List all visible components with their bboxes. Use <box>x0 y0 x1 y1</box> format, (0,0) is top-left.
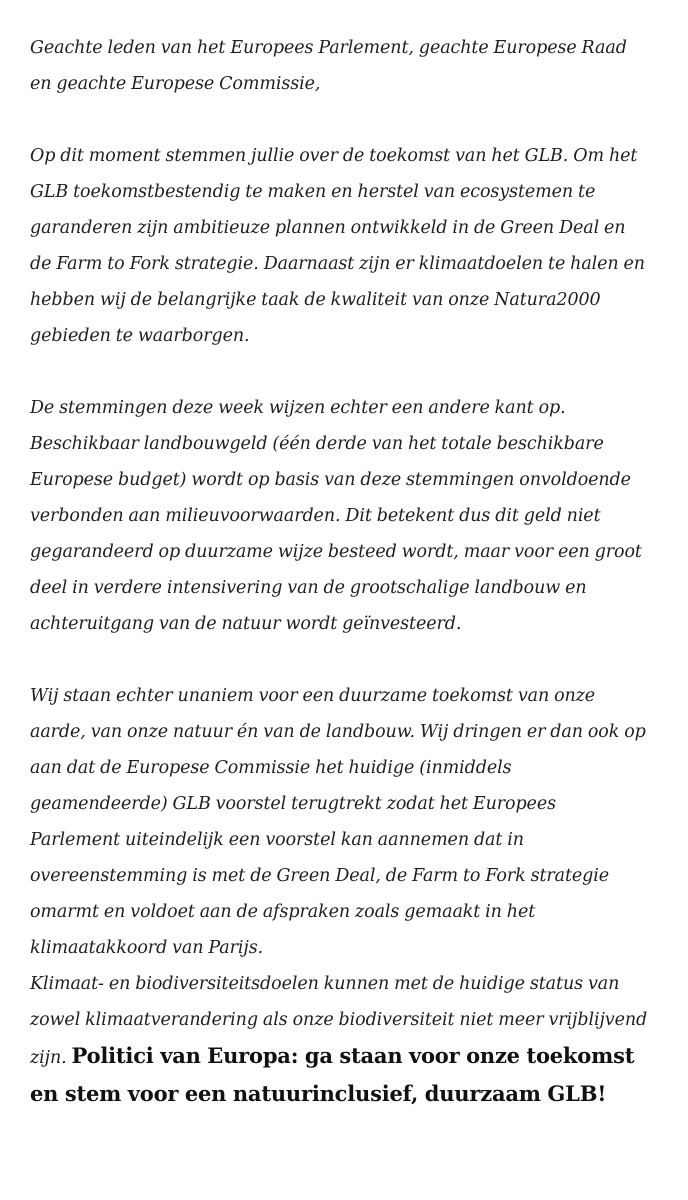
paragraph-spacer <box>30 102 650 138</box>
closing-call-to-action: Politici van Europa: ga staan voor onze toekomst en stem voor een natuurinclusief, duurzaam GLB! <box>30 1043 635 1106</box>
closing-italic-text: Klimaat- en biodiversiteitsdoelen kunnen met de huidige status van zowel klimaatverandering als onze biodiversiteit niet meer vrijblijvend zijn. <box>30 974 648 1068</box>
salutation: Geachte leden van het Europees Parlement, geachte Europese Raad en geachte Europese Commissie, <box>30 38 627 94</box>
paragraph-glb-plans: Op dit moment stemmen jullie over de toekomst van het GLB. Om het GLB toekomstbestendig te maken en herstel van ecosystemen te garanderen zijn ambitieuze plannen ontwikkeld in de Green Deal en de Farm to Fork strategie. Daarnaast zijn er klimaatdoelen te halen en hebben wij de belangrijke taak de kwaliteit van onze Natura2000 gebieden te waarborgen. <box>30 146 645 346</box>
paragraph-appeal: Wij staan echter unaniem voor een duurzame toekomst van onze aarde, van onze natuur én van de landbouw. Wij dringen er dan ook op aan dat de Europese Commissie het huidige (inmiddels geamendeerde) GLB voorstel terugtrekt zodat het Europees Parlement uiteindelijk een voorstel kan aannemen dat in overeenstemming is met de Green Deal, de Farm to Fork strategie omarmt en voldoet aan de afspraken zoals gemaakt in het klimaatakkoord van Parijs. <box>30 686 646 958</box>
closing-statement <box>30 966 650 1114</box>
paragraph-spacer <box>30 354 650 390</box>
paragraph-spacer <box>30 642 650 678</box>
letter-body <box>30 30 650 1114</box>
paragraph-votes: De stemmingen deze week wijzen echter een andere kant op. Beschikbaar landbouwgeld (één derde van het totale beschikbare Europese budget) wordt op basis van deze stemmingen onvoldoende verbonden aan milieuvoorwaarden. Dit betekent dus dit geld niet gegarandeerd op duurzame wijze besteed wordt, maar voor een groot deel in verdere intensivering van de grootschalige landbouw en achteruitgang van de natuur wordt geïnvesteerd. <box>30 398 642 634</box>
